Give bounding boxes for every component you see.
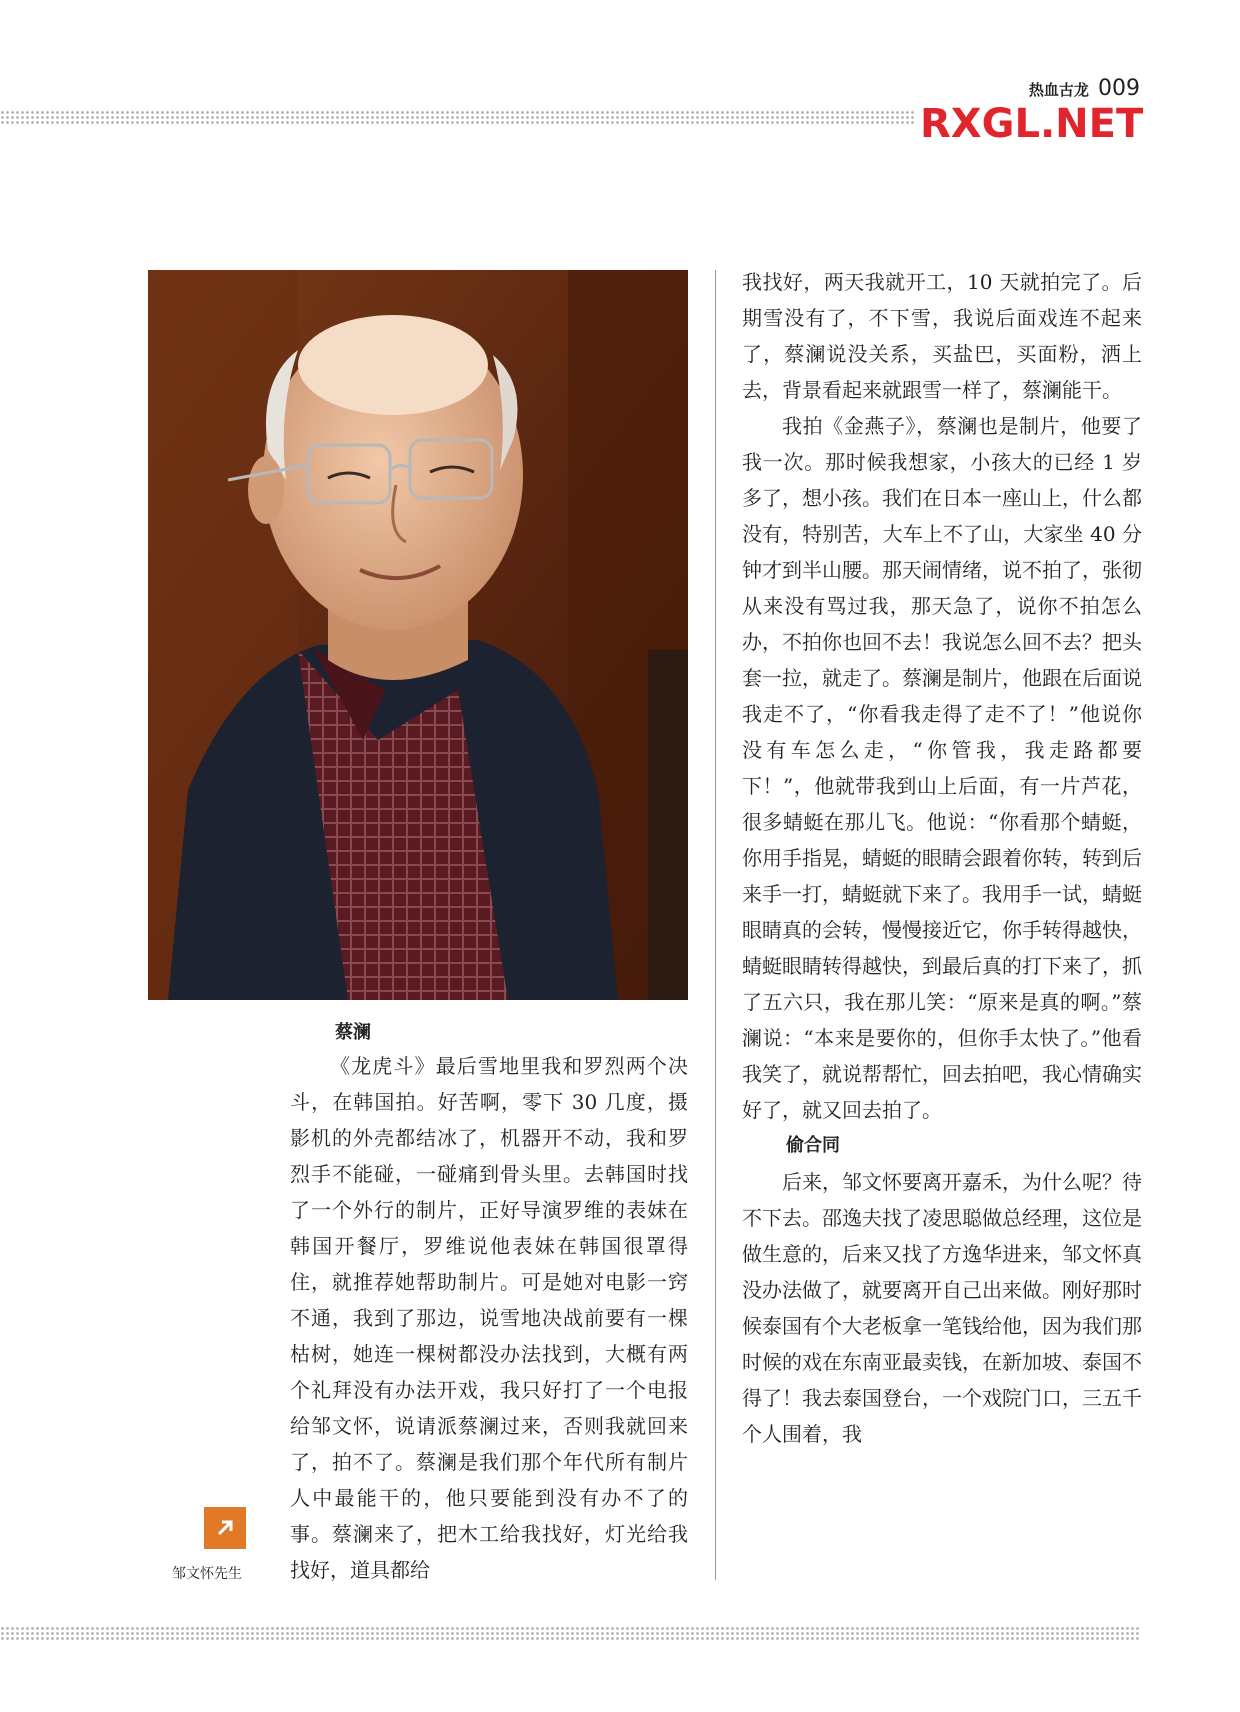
page-number: 009 xyxy=(1098,76,1140,101)
sidebar-caption: 邹文怀先生 xyxy=(172,1566,242,1582)
dotted-rule-bottom xyxy=(0,1626,1140,1640)
arrow-up-right-icon xyxy=(204,1507,246,1549)
article-column-right xyxy=(742,264,1142,1452)
section-subheading: 偷合同 xyxy=(786,1135,840,1156)
photo-caption: 蔡澜 xyxy=(335,1022,371,1043)
section-title: 热血古龙 xyxy=(1028,81,1089,99)
portrait-photo xyxy=(148,270,688,1000)
running-header xyxy=(1000,76,1140,101)
body-paragraph: 《龙虎斗》最后雪地里我和罗烈两个决斗，在韩国拍。好苦啊，零下 30 几度，摄影机的外壳都结冰了，机器开不动，我和罗烈手不能碰，一碰痛到骨头里。去韩国时找了一个外行的制片，正好导演罗维的表妹在韩国开餐厅，罗维说他表妹在韩国很罩得住，就推荐她帮助制片。可是她对电影一窍不通，我到了那边，说雪地决战前要有一棵枯树，她连一棵树都没办法找到，大概有两个礼拜没有办法开戏，我只好打了一个电报给邹文怀，说请派蔡澜过来，否则我就回来了，拍不了。蔡澜是我们那个年代所有制片人中最能干的，他只要能到没有办不了的事。蔡澜来了，把木工给我找好，灯光给我找好，道具都给 xyxy=(290,1054,688,1582)
article-column-left xyxy=(290,1048,688,1588)
brand-logo: RXGL.NET xyxy=(920,101,1144,147)
column-divider xyxy=(715,270,716,1580)
body-paragraph: 我拍《金燕子》，蔡澜也是制片，他要了我一次。那时候我想家，小孩大的已经 1 岁多了，想小孩。我们在日本一座山上，什么都没有，特别苦，大车上不了山，大家坐 40 分钟才到半山腰。那天闹情绪，说不拍了，张彻从来没有骂过我，那天急了，说你不拍怎么办，不拍你也回不去！我说怎么回不去？把头套一拉，就走了。蔡澜是制片，他跟在后面说我走不了，“你看我走得了走不了！”他说你没有车怎么走，“你管我，我走路都要下！”，他就带我到山上后面，有一片芦花，很多蜻蜓在那儿飞。他说：“你看那个蜻蜓，你用手指晃，蜻蜓的眼睛会跟着你转，转到后来手一打，蜻蜓就下来了。我用手一试，蜻蜓眼睛真的会转，慢慢接近它，你手转得越快，蜻蜓眼睛转得越快，到最后真的打下来了，抓了五六只，我在那儿笑：“原来是真的啊。”蔡澜说：“本来是要你的，但你手太快了。”他看我笑了，就说帮帮忙，回去拍吧，我心情确实好了，就又回去拍了。 xyxy=(742,414,1142,1122)
body-paragraph: 我找好，两天我就开工，10 天就拍完了。后期雪没有了，不下雪，我说后面戏连不起来了，蔡澜说没关系，买盐巴，买面粉，洒上去，背景看起来就跟雪一样了，蔡澜能干。 xyxy=(742,270,1142,402)
dotted-rule-top xyxy=(0,110,915,124)
body-paragraph: 后来，邹文怀要离开嘉禾，为什么呢？待不下去。邵逸夫找了凌思聪做总经理，这位是做生意的，后来又找了方逸华进来，邹文怀真没办法做了，就要离开自己出来做。刚好那时候泰国有个大老板拿一笔钱给他，因为我们那时候的戏在东南亚最卖钱，在新加坡、泰国不得了！我去泰国登台，一个戏院门口，三五千个人围着，我 xyxy=(742,1170,1142,1446)
